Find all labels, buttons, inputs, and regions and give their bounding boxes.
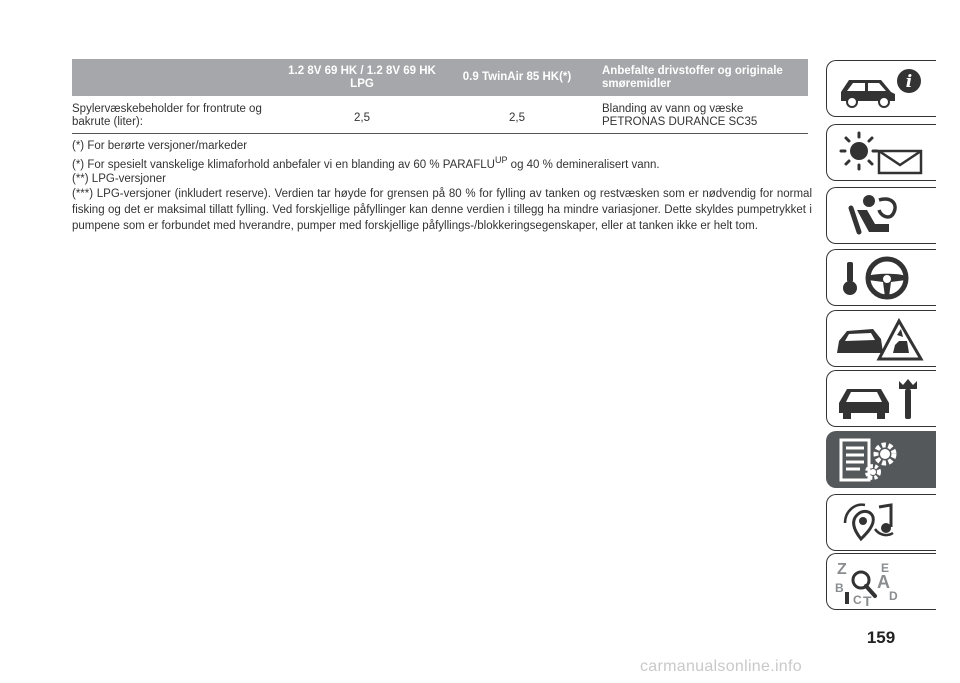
tab-safety[interactable] — [826, 187, 936, 244]
header-cell-engine-2: 0.9 TwinAir 85 HK(*) — [462, 71, 572, 83]
tab-specifications[interactable] — [826, 431, 936, 488]
table-row — [72, 96, 808, 134]
index-letter-c: C — [853, 593, 862, 606]
footnote-4: (***) LPG-versjoner (inkludert reserve). Verdien tar høyde for grensen på 80 % for fylling av tanken og restvæsken som er nødvendig for normal fisking og det er maksimal tillatt fylling. Ved forskjellige påfyllinger kan denne verdien i tillegg ha mindre variasjoner. Dette skyldes pumpetrykket i pumpene som er forbundet med hverandre, pumper med forskjellige påfyllings-/blokkeringsegenskaper, eller at tanken ikke er helt tom. — [72, 187, 812, 232]
index-letter-t: T — [863, 593, 872, 606]
row-value-engine-2: 2,5 — [509, 111, 525, 124]
fluid-line-2: PETRONAS DURANCE SC35 — [602, 116, 758, 128]
specifications-gears-icon — [835, 436, 927, 484]
table-header — [72, 59, 808, 96]
car-service-icon — [835, 375, 927, 423]
tab-car-info[interactable] — [826, 60, 936, 117]
footnote-3: (**) LPG-versjoner — [72, 172, 166, 185]
footnotes — [72, 139, 812, 234]
multimedia-icon — [835, 499, 927, 547]
tab-maintenance[interactable] — [826, 370, 936, 427]
footnote-2-text-end: og 40 % demineralisert vann. — [510, 158, 660, 171]
tab-emergency[interactable] — [826, 310, 936, 367]
header-cell-fluids: Anbefalte drivstoffer og originale smøremidler — [602, 64, 783, 90]
index-letter-b: B — [835, 581, 844, 595]
footnote-1: (*) For berørte versjoner/markeder — [72, 140, 248, 152]
watermark: carmanualsonline.info — [640, 658, 802, 675]
footnote-2 — [72, 153, 812, 172]
fluid-line-1: Blanding av vann og væske — [602, 103, 744, 115]
spec-table — [72, 59, 808, 134]
svg-text:i: i — [905, 72, 913, 92]
row-label: Spylervæskebeholder for frontrute og bakrute (liter): — [72, 103, 262, 128]
page-number: 159 — [866, 628, 896, 647]
tab-starting-driving[interactable] — [826, 249, 936, 306]
footnote-2-text: (*) For spesielt vanskelige klimaforhold anbefaler vi en blanding av 60 % PARAFLU — [72, 158, 495, 171]
footnote-2-superscript: UP — [494, 155, 508, 165]
index-letter-d: D — [889, 589, 898, 603]
warning-light-message-icon — [835, 129, 927, 177]
header-cell-empty — [72, 59, 288, 96]
row-value-engine-1: 2,5 — [354, 111, 370, 124]
row-fluid — [598, 103, 808, 133]
car-accident-icon — [835, 315, 927, 363]
index-letter-e: E — [881, 561, 890, 575]
key-steering-wheel-icon — [835, 254, 927, 302]
car-info-icon — [835, 65, 927, 113]
header-cell-engine-1: 1.2 8V 69 HK / 1.2 8V 69 HK LPG — [288, 64, 436, 90]
index-letters-icon — [835, 558, 927, 606]
seat-airbag-icon — [835, 192, 927, 240]
tab-index[interactable] — [826, 553, 936, 610]
index-letter-z: Z — [837, 561, 847, 578]
index-letter-a: A — [877, 572, 890, 592]
tab-warning-lights[interactable] — [826, 124, 936, 181]
tab-multimedia[interactable] — [826, 494, 936, 551]
